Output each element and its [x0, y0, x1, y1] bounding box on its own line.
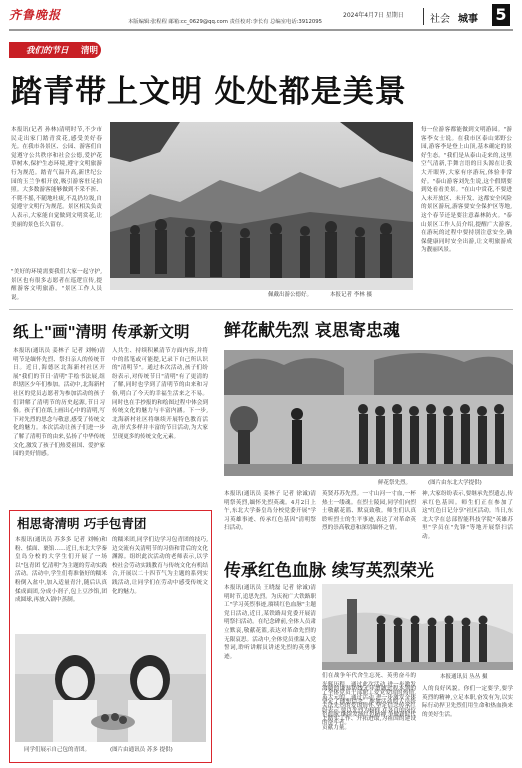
story-b-headline: 相思寄清明 巧手包青团 [17, 516, 147, 531]
hiking-crowd-image [110, 122, 413, 290]
masthead-divider [423, 8, 424, 25]
story-b-body-2: 的糯米团,同学们边学习包青团的技巧,边交流有关清明节的习俗和背后的文化渊源。组织此次活动的老师表示,以学校社会劳动实践教育与传统文化有机结合,开展以二十四节气为主题的系列实践活动,让同学们在劳动中感受传统文化的魅力。 [112, 537, 208, 595]
story-d-photo [322, 584, 513, 670]
lead-col-3: 每一位游客都能做到文明游园。"游客李女士说。在我市区泰山郊野公园,游客李是登上山顶,基本确定的景好生态。"我们是从泰山走来的,这里空气清新,手舞言语的日头源在让我大开眼界,大家有序游玩,体验非常好。"泰山游客刘先生说,这个假期要到处看看美景。"在山中赏花,不要进入未开放区、未开发、这都安全风险的景区游玩,游客要安全保护区等地,这个春节还是要注意森林防火。"泰山景区工作人员介绍,提醒广大游客,在游玩的过程中要持别注意安全,确保健康同时安全出游,让文明旅游成为靓丽风景。 [421, 127, 512, 254]
story-b-body: 本报讯(通讯员 苏多多 记者 刘畅)和粉、揉面、裹馅……近日,东北大学秦皇岛分校的大学生们开展了一场以"包青团 忆清明"为主题的劳动实践活动。活动中,学生们将准备好的糯米粉倒入盆中,加入适量青汁,随后认真揉成面团,分成小剂子,包上豆沙馅,团成圆球,再放入锅中蒸制。 [15, 537, 107, 604]
festival-banner-label: 我们的节日 [26, 46, 69, 56]
story-c-photo [224, 350, 513, 476]
memorial-ceremony-image [224, 350, 513, 476]
issue-date: 2024年4月7日 星期日 [343, 12, 404, 19]
story-d-headline: 传承红色血脉 续写英烈荣光 [224, 561, 434, 581]
editor-line: 本版编辑:张程程 邮箱:cc_0629@qq.com 责任校对:李长有 总编室电话:3912095 [128, 19, 322, 25]
lead-col-1b: "美好的环境需要我们大家一起守护,景区也有很多志愿者在巡逻宣传,提醒游客文明旅游。"景区工作人员说。 [11, 269, 102, 301]
masthead-rule [9, 29, 513, 31]
lead-photo [110, 122, 413, 290]
story-b-photo-caption: 同学们展示自己包的青团。 [24, 747, 91, 753]
lead-col-1: 本报讯(记者 孙林)清明时节,不少市民走出家门踏青赏花,感受美好春光。在我市各景区、公园、游客们自觉遵守公共秩序和社会公德,爱护花草树木,保护生态环境,遵守文明旅游行为规范。踏青气温升高,新世纪公园的玉兰争相开放,吸引游客驻足拍照。大多数游客能够做到不采不折、不爬不摇,不随地吐痰,不乱扔垃圾,自觉遵守文明行为规范。景区相关负责人表示,大家能自觉做到文明赏花,让美丽的景色长久留存。 [11, 127, 102, 228]
story-d-col-3: 海疆的谦恭防线元年增城过程本领的英大元的。通过活动,进一步激发全体关法先烈的爱国情怀,坚定信念传承红色血脉,继续发扬红色精神,争做新时代的奋斗者。 [322, 686, 416, 727]
story-b-photo-credit: (图片由通讯员 苏多 提供) [110, 747, 173, 753]
festival-banner-sub: 清明 [81, 46, 99, 56]
story-c-photo-credit: (图片由东北大学提供) [428, 480, 482, 486]
story-d-col-1: 本报讯(通讯员 王晓磊 记者 徐诚)清明时节,追思先烈。为庆祝广大铁路职工"学习英烈事迹,赓续红色血脉"主题党日活动,近日,某铁路局党委开展清明祭扫活动。在纪念碑前,全体人员肃立默哀,敬献花篮,表达对革命先烈的无限哀思。活动中,全体党员重温入党誓词,聆听讲解员讲述先烈的英勇事迹。 [224, 585, 316, 660]
page-number: 5 [492, 4, 510, 26]
divider-1 [9, 309, 513, 310]
story-a-body-2: 人共生、持续积累清节方面内容,并将中的蓝笔或可能提,记录下自己所认识的"清明节"。通过本次活动,孩子们纷纷表示,对传统节日"清明"有了更清的了解,同时也学到了清明节的由来和习俗,明白了今天的幸福生活来之不易。同时也在手抄报的和绘图过程中体会到传统文化的魅力与丰富内涵。下一步,北海新村社区将继续开展特色教育活动,形式多样并丰富的节日活动,为大家呈现更多的传统文化元素。 [112, 348, 208, 440]
students-qingtuan-image [15, 634, 206, 742]
story-a-body: 本报讯(通讯员 姜林子 记者 刘畅)清明节是缅怀先烈、祭扫亲人的传统节日。近日,海德区北海新村社区开展"我们的节日·清明"手绘书法展,组织辖区少年们参加。活动中,北海新村社区的党员志愿者为参加活动的孩子们讲解了清明节的历史起源,节日习俗。孩子们在纸上画出心中的清明,写下对先烈的思念与敬意,感受了传统文化的魅力。本次活动让孩子们进一步了解了清明节的由来,弘扬了中华传统文化,激发了孩子们热爱祖国、爱护家园的美好情感。 [13, 348, 105, 458]
story-c-col-1: 本报讯(通讯员 姜林子 记者 徐诚)清明祭英烈,缅怀先烈英魂。4月2日上午,东北大学秦皇岛分校党委开展"学习英雄事迹、传承红色基因"清明祭扫活动。 [224, 491, 316, 532]
lead-photo-credit: 本报记者 李林 摄 [330, 292, 372, 298]
section-name: 社会 [430, 14, 450, 25]
lead-headline: 踏青带上文明 处处都是美景 [11, 74, 407, 110]
story-c-col-2: 英贤苏苏先烈。一寸山河一寸血,一杯热土一缕魂。在烈士陵园,同学们向烈士敬献花篮、默哀致敬。师生们认真聆听烈士的生平事迹,表达了对革命英烈的崇高敬意和深切缅怀之情。 [322, 491, 416, 532]
story-c-col-3: 神,大家纷纷表示,要继承先烈遗志,传承红色基因。师生们正在参加了这"红色日记分享"社区活动。当日,东北大学在总部智能科技学院"英雄苏里"学员在"先锋"等地开展祭扫活动。 [422, 491, 513, 540]
story-d-photo-caption: 本报通讯员 丛丛 摄 [440, 674, 488, 680]
story-c-headline: 鲜花献先烈 哀思寄忠魂 [224, 321, 400, 341]
memorial-monument-image [322, 584, 513, 670]
story-d-col-2: 们在战争年代舍生忘死、英勇奋斗的光辉历程。通过此次活动,进一步激发了全体党员干部职工爱党爱国的热情,坚定了理想信念。参加活动的人员纷纷表示,要以先烈为榜样,在各自的岗位上踏实工作、开拓进取,为祖国的建设贡献力量。 [322, 673, 416, 731]
story-c-photo-caption: 鲜花祭先烈。 [378, 480, 412, 486]
section-name-2: 城事 [458, 14, 478, 25]
story-d-col-4: 人的良好风貌。你们一定要学,要学英烈的精神,立足本职,奋发有为,以实际行动捍卫先烈们用生命和热血换来的美好生活。 [422, 686, 513, 718]
lead-photo-caption: 佩戴出游公德好。 [268, 292, 313, 298]
story-b-photo [15, 634, 206, 742]
newspaper-logo: 齐鲁晚报 [9, 8, 62, 22]
story-a-headline: 纸上"画"清明 传承新文明 [13, 323, 190, 341]
